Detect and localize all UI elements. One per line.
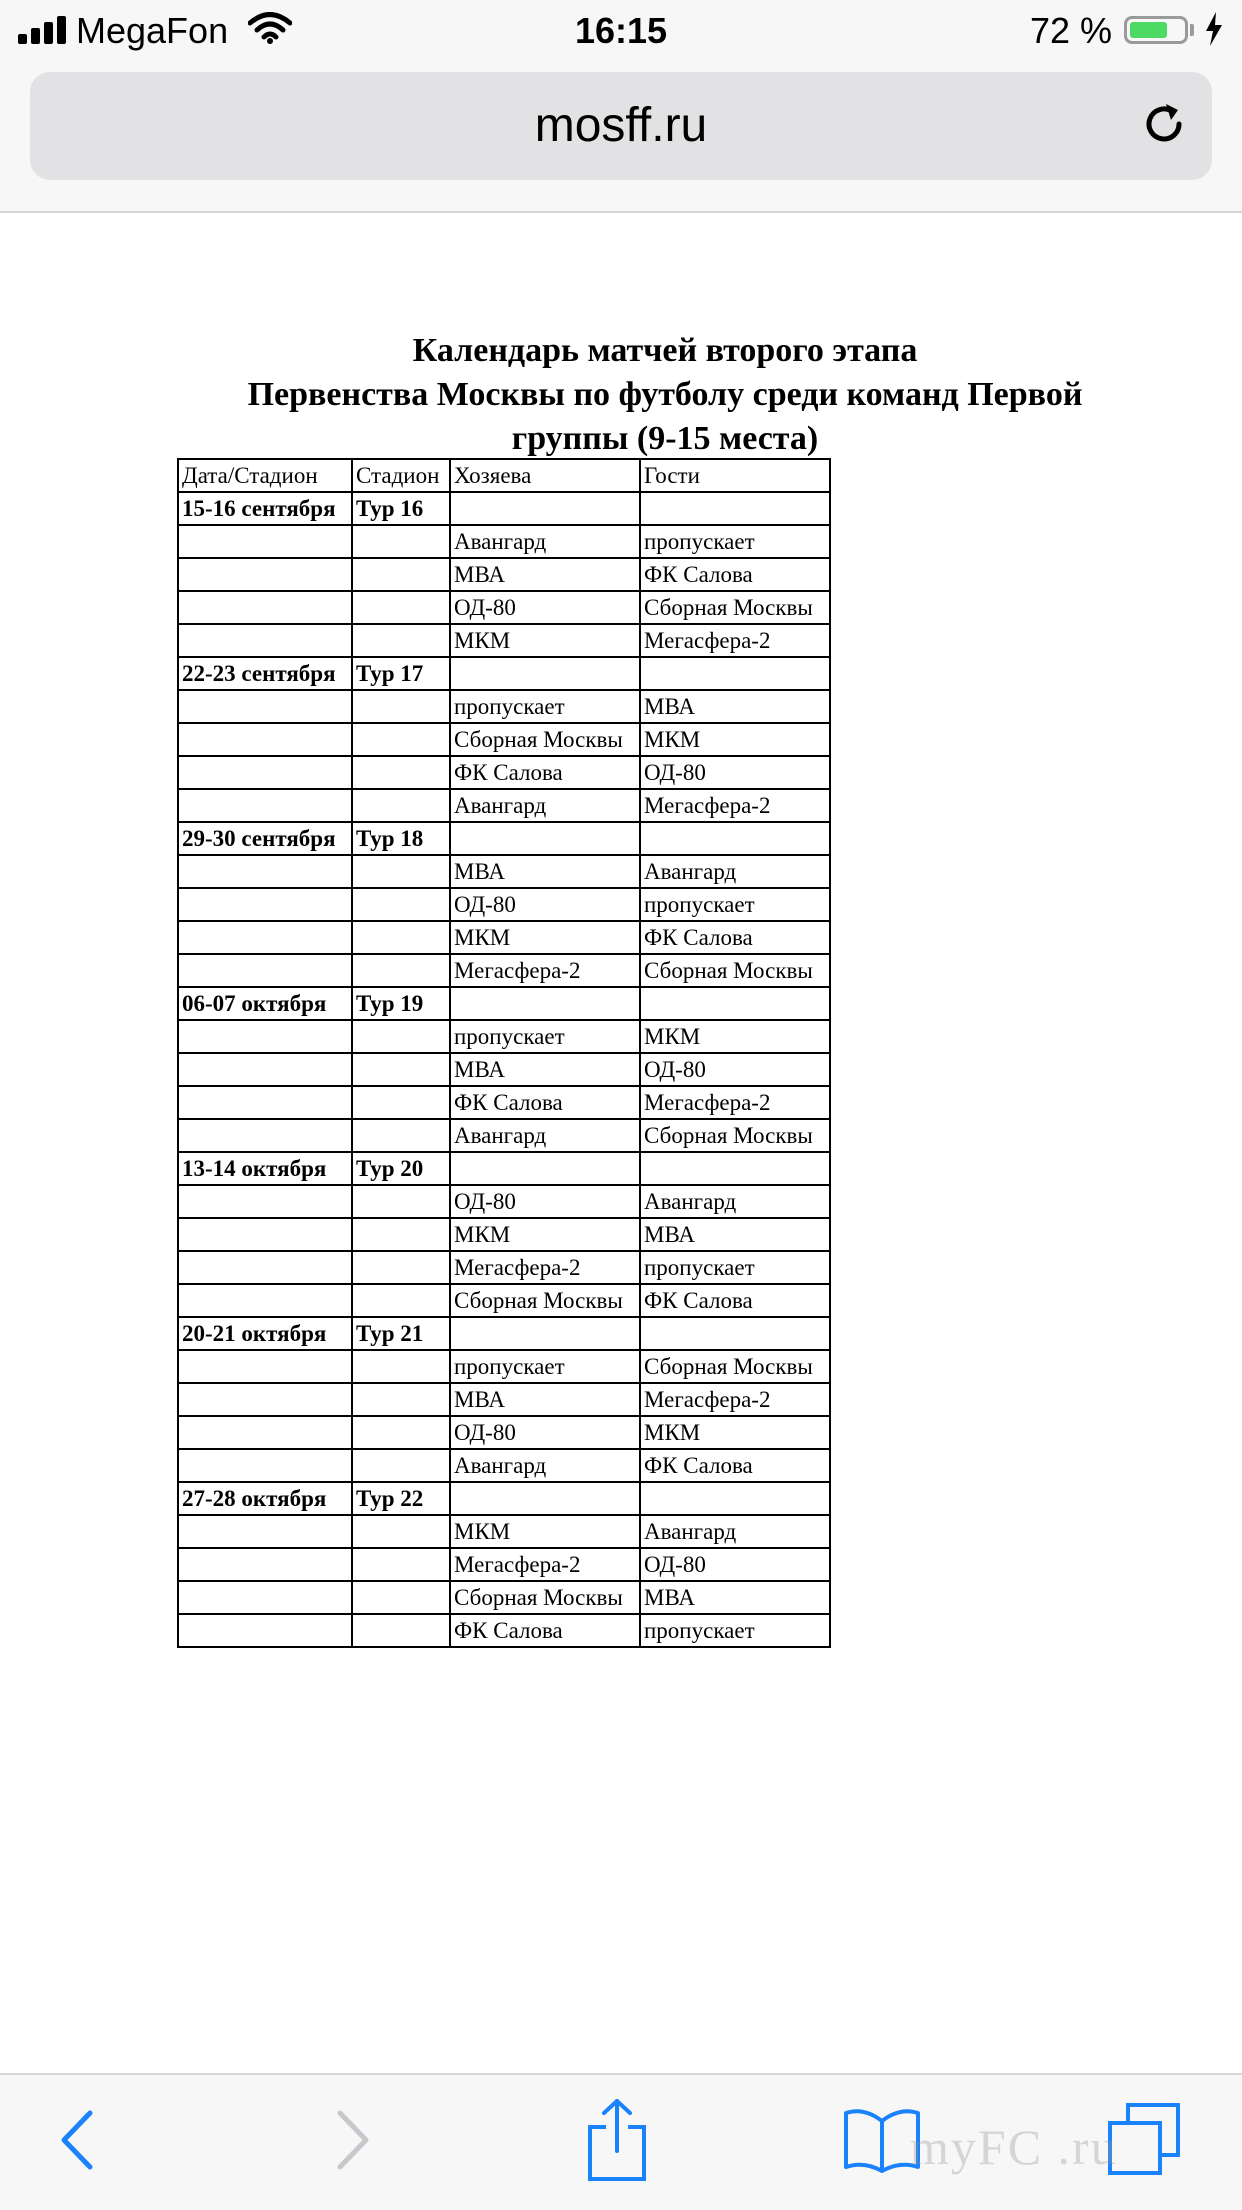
match-empty-cell [352, 723, 450, 756]
match-empty-cell [178, 624, 352, 657]
round-row [178, 1152, 830, 1185]
round-empty-cell [450, 1482, 640, 1515]
match-guest: МКМ [640, 1020, 830, 1053]
match-row [178, 888, 830, 921]
match-empty-cell [178, 1251, 352, 1284]
match-empty-cell [178, 1581, 352, 1614]
match-row [178, 1218, 830, 1251]
match-empty-cell [178, 921, 352, 954]
match-host: ФК Салова [450, 1614, 640, 1647]
match-guest: МВА [640, 690, 830, 723]
round-empty-cell [450, 1152, 640, 1185]
round-date: 06-07 октября [178, 987, 352, 1020]
carrier-name: MegaFon [76, 10, 229, 51]
match-empty-cell [352, 1251, 450, 1284]
match-empty-cell [352, 921, 450, 954]
battery-icon [1124, 16, 1188, 44]
match-host: Сборная Москвы [450, 1284, 640, 1317]
round-number: Тур 22 [352, 1482, 450, 1515]
round-date: 27-28 октября [178, 1482, 352, 1515]
match-empty-cell [352, 1053, 450, 1086]
round-number: Тур 16 [352, 492, 450, 525]
match-guest: МВА [640, 1581, 830, 1614]
match-host: пропускает [450, 690, 640, 723]
match-empty-cell [352, 525, 450, 558]
status-bar [0, 0, 1242, 62]
round-number: Тур 21 [352, 1317, 450, 1350]
round-date: 29-30 сентября [178, 822, 352, 855]
match-empty-cell [178, 1614, 352, 1647]
match-host: ФК Салова [450, 1086, 640, 1119]
round-empty-cell [640, 1482, 830, 1515]
header-hosts: Хозяева [450, 459, 640, 492]
page-title [0, 329, 1242, 461]
match-host: Авангард [450, 525, 640, 558]
match-empty-cell [352, 1185, 450, 1218]
match-row [178, 1086, 830, 1119]
match-host: ОД-80 [450, 888, 640, 921]
match-host: ОД-80 [450, 1416, 640, 1449]
match-row [178, 558, 830, 591]
title-line-3: группы (9-15 места) [511, 420, 819, 457]
match-guest: пропускает [640, 525, 830, 558]
match-empty-cell [352, 624, 450, 657]
match-row [178, 1416, 830, 1449]
header-date: Дата/Стадион [178, 459, 352, 492]
round-empty-cell [450, 492, 640, 525]
match-empty-cell [352, 1515, 450, 1548]
match-empty-cell [352, 591, 450, 624]
match-empty-cell [178, 756, 352, 789]
round-empty-cell [450, 822, 640, 855]
match-empty-cell [178, 1449, 352, 1482]
round-row [178, 1317, 830, 1350]
match-empty-cell [352, 855, 450, 888]
match-guest: Сборная Москвы [640, 591, 830, 624]
match-row [178, 756, 830, 789]
match-empty-cell [352, 558, 450, 591]
match-empty-cell [178, 1548, 352, 1581]
match-row [178, 1515, 830, 1548]
match-empty-cell [178, 1185, 352, 1218]
match-row [178, 591, 830, 624]
match-guest: Сборная Москвы [640, 1119, 830, 1152]
match-empty-cell [178, 888, 352, 921]
round-empty-cell [640, 987, 830, 1020]
match-empty-cell [178, 789, 352, 822]
match-host: Авангард [450, 1449, 640, 1482]
match-empty-cell [352, 1449, 450, 1482]
title-line-2: Первенства Москвы по футболу среди команд Первой [247, 376, 1083, 413]
match-empty-cell [352, 1383, 450, 1416]
match-guest: Мегасфера-2 [640, 1086, 830, 1119]
match-empty-cell [178, 1350, 352, 1383]
round-date: 20-21 октября [178, 1317, 352, 1350]
match-row [178, 1020, 830, 1053]
match-row [178, 1350, 830, 1383]
match-row [178, 789, 830, 822]
match-empty-cell [178, 1515, 352, 1548]
share-icon[interactable] [586, 2097, 648, 2183]
match-empty-cell [352, 789, 450, 822]
match-guest: Мегасфера-2 [640, 624, 830, 657]
round-empty-cell [640, 1152, 830, 1185]
round-number: Тур 18 [352, 822, 450, 855]
match-guest: ФК Салова [640, 921, 830, 954]
battery-percent: 72 % [1030, 10, 1113, 51]
battery-level [1130, 22, 1167, 38]
match-empty-cell [178, 855, 352, 888]
round-empty-cell [450, 657, 640, 690]
match-empty-cell [178, 591, 352, 624]
match-row [178, 1581, 830, 1614]
match-empty-cell [352, 756, 450, 789]
match-empty-cell [352, 1119, 450, 1152]
match-host: МВА [450, 1053, 640, 1086]
match-row [178, 1548, 830, 1581]
match-empty-cell [352, 954, 450, 987]
header-guests: Гости [640, 459, 830, 492]
match-empty-cell [178, 690, 352, 723]
match-guest: ОД-80 [640, 1053, 830, 1086]
match-empty-cell [352, 888, 450, 921]
match-guest: Авангард [640, 1515, 830, 1548]
match-empty-cell [352, 1416, 450, 1449]
match-empty-cell [352, 1350, 450, 1383]
round-empty-cell [640, 657, 830, 690]
match-empty-cell [178, 1218, 352, 1251]
match-empty-cell [178, 954, 352, 987]
match-empty-cell [352, 1614, 450, 1647]
round-date: 15-16 сентября [178, 492, 352, 525]
match-guest: МКМ [640, 723, 830, 756]
match-guest: пропускает [640, 1614, 830, 1647]
match-row [178, 855, 830, 888]
match-guest: ФК Салова [640, 1284, 830, 1317]
address-bar[interactable] [30, 72, 1212, 180]
round-empty-cell [450, 987, 640, 1020]
match-host: Авангард [450, 1119, 640, 1152]
match-empty-cell [352, 1284, 450, 1317]
back-icon[interactable] [58, 2105, 98, 2175]
match-host: пропускает [450, 1020, 640, 1053]
match-guest: Сборная Москвы [640, 954, 830, 987]
match-host: ФК Салова [450, 756, 640, 789]
match-empty-cell [352, 1020, 450, 1053]
match-empty-cell [178, 1416, 352, 1449]
match-host: Сборная Москвы [450, 1581, 640, 1614]
match-row [178, 1449, 830, 1482]
match-guest: пропускает [640, 888, 830, 921]
match-row [178, 1284, 830, 1317]
match-empty-cell [178, 1284, 352, 1317]
battery-tip [1190, 24, 1194, 36]
match-guest: МВА [640, 1218, 830, 1251]
header-stadium: Стадион [352, 459, 450, 492]
match-row [178, 1251, 830, 1284]
match-empty-cell [178, 1053, 352, 1086]
round-row [178, 987, 830, 1020]
match-row [178, 1119, 830, 1152]
match-guest: ФК Салова [640, 1449, 830, 1482]
round-number: Тур 17 [352, 657, 450, 690]
round-empty-cell [450, 1317, 640, 1350]
match-guest: Авангард [640, 855, 830, 888]
match-row [178, 1614, 830, 1647]
match-host: МВА [450, 855, 640, 888]
round-date: 22-23 сентября [178, 657, 352, 690]
match-host: МКМ [450, 1218, 640, 1251]
round-row [178, 492, 830, 525]
round-empty-cell [640, 492, 830, 525]
match-row [178, 1185, 830, 1218]
title-line-1: Календарь матчей второго этапа [412, 332, 918, 369]
round-row [178, 822, 830, 855]
round-empty-cell [640, 822, 830, 855]
match-guest: Мегасфера-2 [640, 789, 830, 822]
match-empty-cell [178, 1086, 352, 1119]
match-host: ОД-80 [450, 1185, 640, 1218]
forward-icon[interactable] [332, 2105, 372, 2175]
match-empty-cell [178, 723, 352, 756]
match-row [178, 723, 830, 756]
match-schedule-table [177, 458, 831, 1648]
match-row [178, 624, 830, 657]
browser-chrome [0, 0, 1242, 213]
match-guest: ОД-80 [640, 756, 830, 789]
match-empty-cell [178, 558, 352, 591]
match-empty-cell [352, 1581, 450, 1614]
match-host: Мегасфера-2 [450, 1251, 640, 1284]
match-guest: МКМ [640, 1416, 830, 1449]
match-host: Авангард [450, 789, 640, 822]
match-host: Сборная Москвы [450, 723, 640, 756]
match-empty-cell [178, 525, 352, 558]
match-empty-cell [352, 690, 450, 723]
round-number: Тур 20 [352, 1152, 450, 1185]
match-row [178, 525, 830, 558]
match-guest: Сборная Москвы [640, 1350, 830, 1383]
match-host: Мегасфера-2 [450, 1548, 640, 1581]
match-row [178, 1053, 830, 1086]
match-row [178, 954, 830, 987]
match-empty-cell [178, 1119, 352, 1152]
charging-bolt-icon [1204, 12, 1224, 46]
match-host: МКМ [450, 624, 640, 657]
match-host: пропускает [450, 1350, 640, 1383]
match-host: Мегасфера-2 [450, 954, 640, 987]
web-page-content [0, 213, 1242, 2073]
match-guest: пропускает [640, 1251, 830, 1284]
match-host: ОД-80 [450, 591, 640, 624]
round-date: 13-14 октября [178, 1152, 352, 1185]
match-empty-cell [178, 1383, 352, 1416]
match-guest: ФК Салова [640, 558, 830, 591]
match-guest: Мегасфера-2 [640, 1383, 830, 1416]
match-empty-cell [352, 1218, 450, 1251]
match-empty-cell [352, 1086, 450, 1119]
status-clock: 16:15 [574, 10, 668, 51]
match-row [178, 690, 830, 723]
match-row [178, 1383, 830, 1416]
match-host: МВА [450, 1383, 640, 1416]
reload-icon[interactable] [1138, 98, 1190, 150]
round-row [178, 1482, 830, 1515]
round-number: Тур 19 [352, 987, 450, 1020]
match-host: МВА [450, 558, 640, 591]
match-guest: Авангард [640, 1185, 830, 1218]
round-empty-cell [640, 1317, 830, 1350]
match-host: МКМ [450, 1515, 640, 1548]
match-empty-cell [178, 1020, 352, 1053]
table-header-row [178, 459, 830, 492]
match-guest: ОД-80 [640, 1548, 830, 1581]
match-host: МКМ [450, 921, 640, 954]
round-row [178, 657, 830, 690]
url-text[interactable]: mosff.ru [534, 99, 708, 152]
match-row [178, 921, 830, 954]
match-empty-cell [352, 1548, 450, 1581]
watermark: myFC .ru [910, 2119, 1118, 2175]
